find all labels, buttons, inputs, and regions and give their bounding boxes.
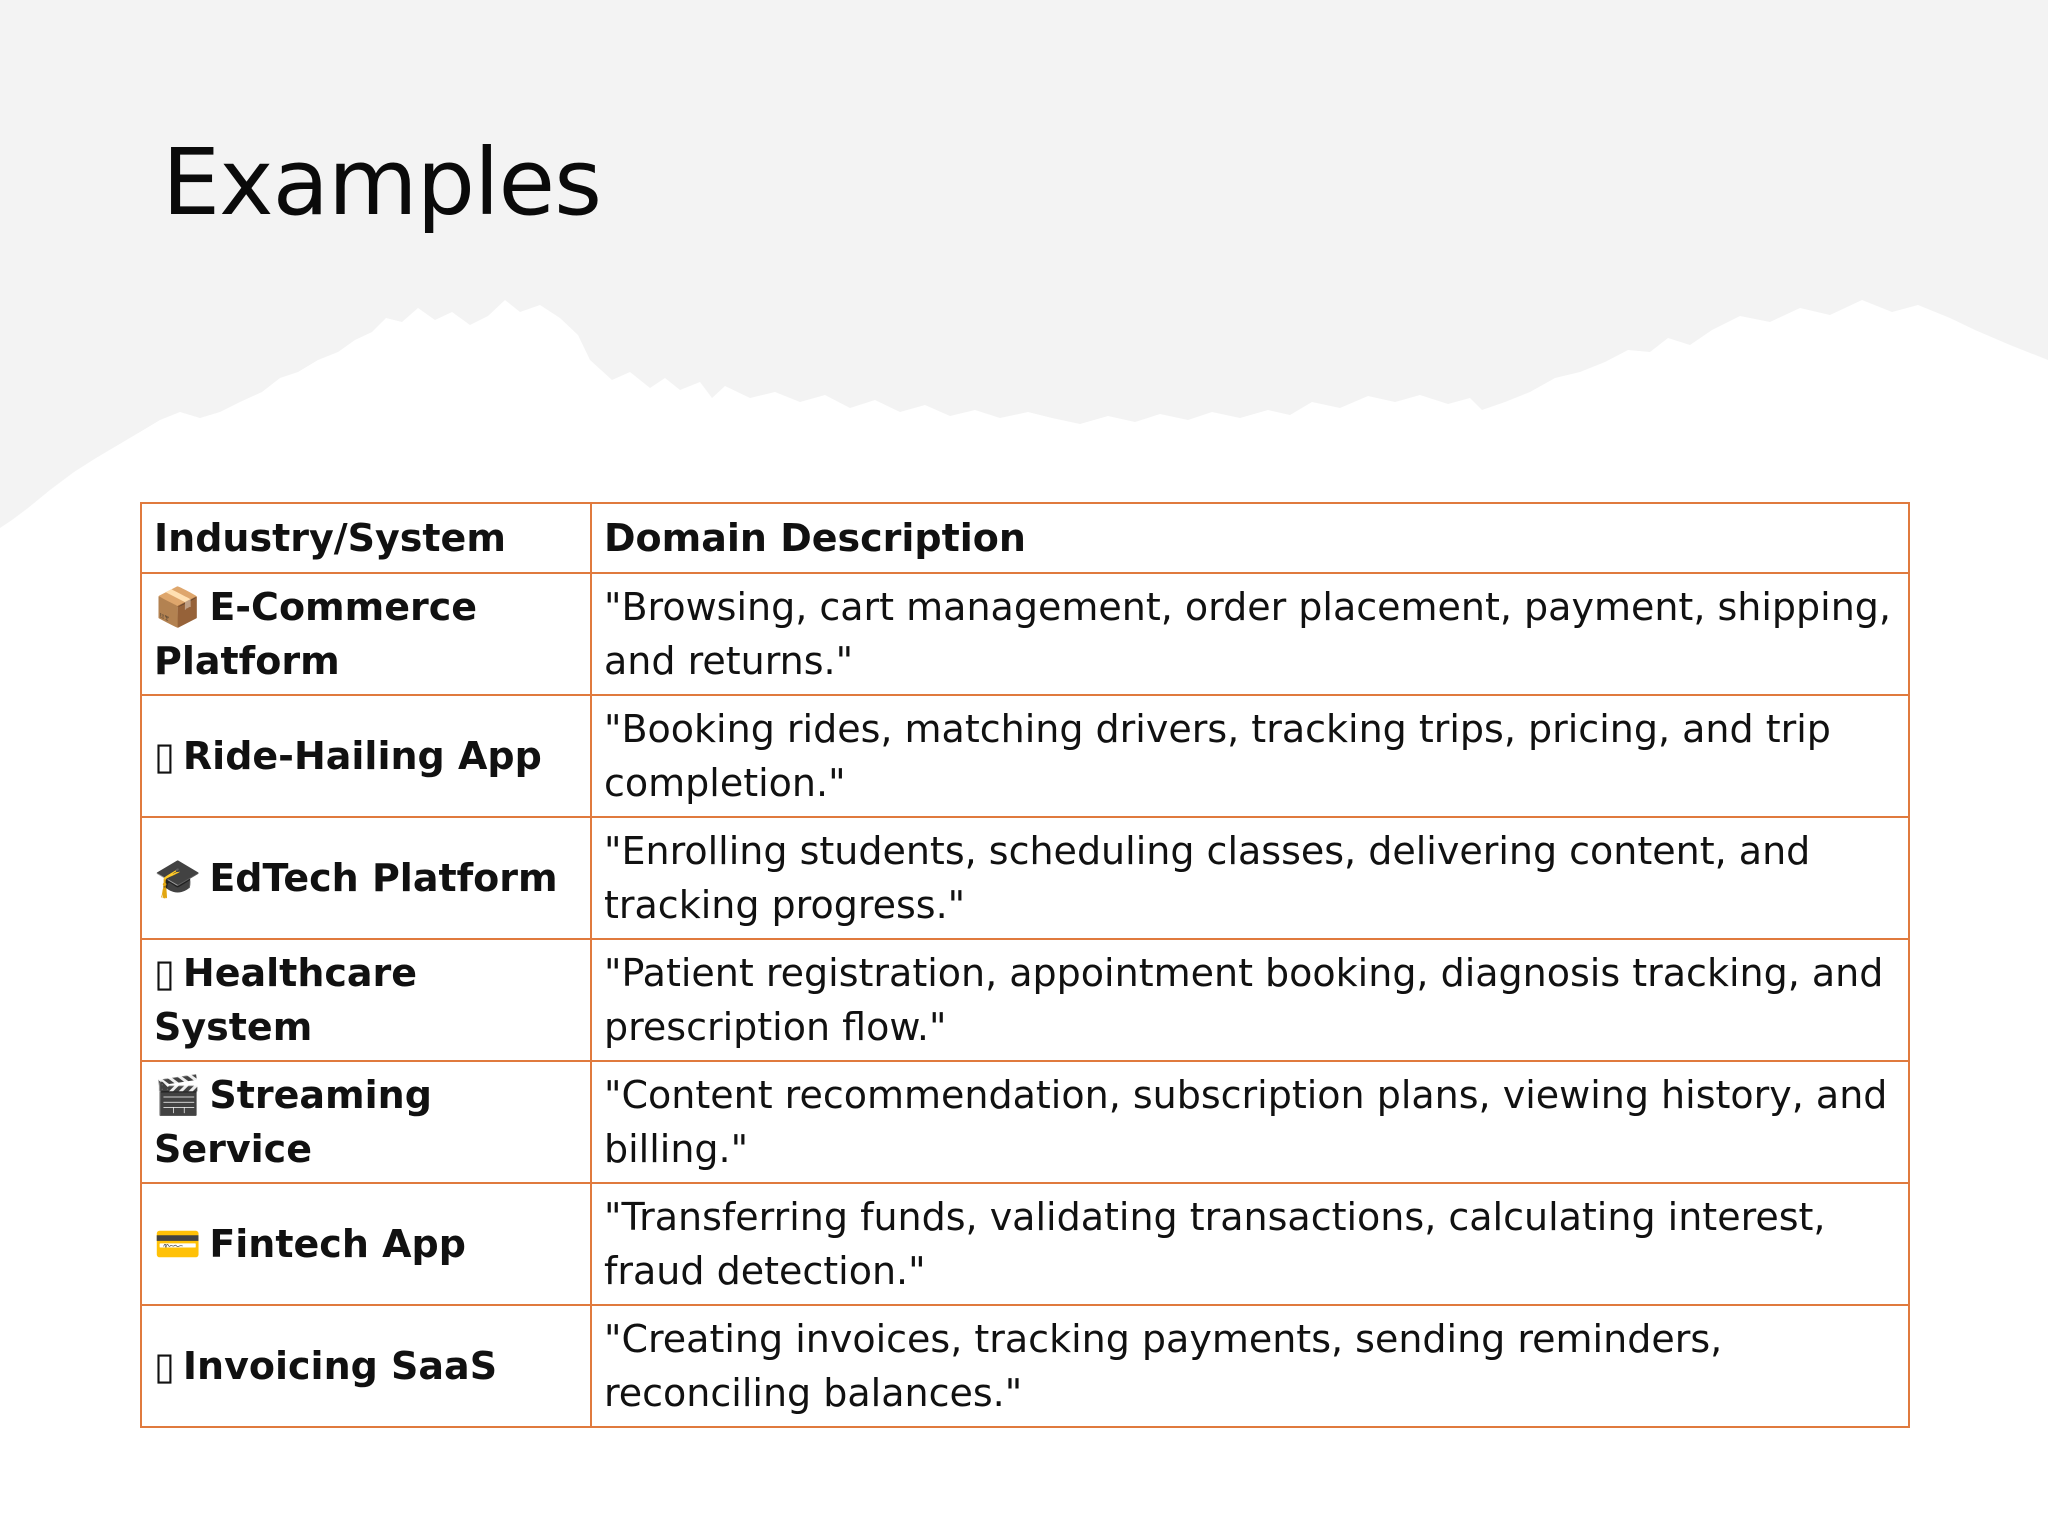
table-row	[141, 939, 1909, 1061]
industry-system-cell	[141, 1061, 591, 1183]
industry-system-label: Streaming Service	[154, 1073, 432, 1171]
domain-description-cell: "Creating invoices, tracking payments, sending reminders, reconciling balances."	[591, 1305, 1909, 1427]
table-row	[141, 817, 1909, 939]
industry-system-label: EdTech Platform	[209, 856, 558, 900]
domain-description-cell: "Content recommendation, subscription plans, viewing history, and billing."	[591, 1061, 1909, 1183]
industry-system-cell	[141, 573, 591, 695]
domain-description-cell: "Browsing, cart management, order placement, payment, shipping, and returns."	[591, 573, 1909, 695]
domain-description-cell: "Patient registration, appointment booking, diagnosis tracking, and prescription flow."	[591, 939, 1909, 1061]
industry-system-cell	[141, 695, 591, 817]
industry-system-label: Invoicing SaaS	[182, 1344, 498, 1388]
industry-system-label: Fintech App	[209, 1222, 466, 1266]
table-row	[141, 1183, 1909, 1305]
table-row	[141, 695, 1909, 817]
table-row	[141, 1305, 1909, 1427]
credit-card-icon: 💳	[154, 1222, 202, 1266]
examples-table	[140, 502, 1910, 1428]
domain-description-cell: "Booking rides, matching drivers, tracking trips, pricing, and trip completion."	[591, 695, 1909, 817]
missing-glyph-icon: ▯	[154, 734, 175, 778]
missing-glyph-icon: ▯	[154, 1344, 175, 1388]
domain-description-cell: "Enrolling students, scheduling classes, delivering content, and tracking progress."	[591, 817, 1909, 939]
industry-system-cell	[141, 1305, 591, 1427]
missing-glyph-icon: ▯	[154, 951, 175, 995]
industry-system-cell	[141, 939, 591, 1061]
industry-system-label: Ride-Hailing App	[182, 734, 542, 778]
column-header-domain-description: Domain Description	[591, 503, 1909, 573]
industry-system-cell	[141, 1183, 591, 1305]
slide-title: Examples	[162, 129, 602, 236]
clapperboard-icon: 🎬	[154, 1073, 202, 1117]
domain-description-cell: "Transferring funds, validating transactions, calculating interest, fraud detection."	[591, 1183, 1909, 1305]
table-row	[141, 573, 1909, 695]
table-header-row	[141, 503, 1909, 573]
package-icon: 📦	[154, 585, 202, 629]
table-row	[141, 1061, 1909, 1183]
examples-table-container	[140, 502, 1908, 1428]
industry-system-cell	[141, 817, 591, 939]
graduation-cap-icon: 🎓	[154, 856, 202, 900]
column-header-industry-system: Industry/System	[141, 503, 591, 573]
industry-system-label: Healthcare System	[154, 951, 418, 1049]
industry-system-label: E-Commerce Platform	[154, 585, 478, 683]
